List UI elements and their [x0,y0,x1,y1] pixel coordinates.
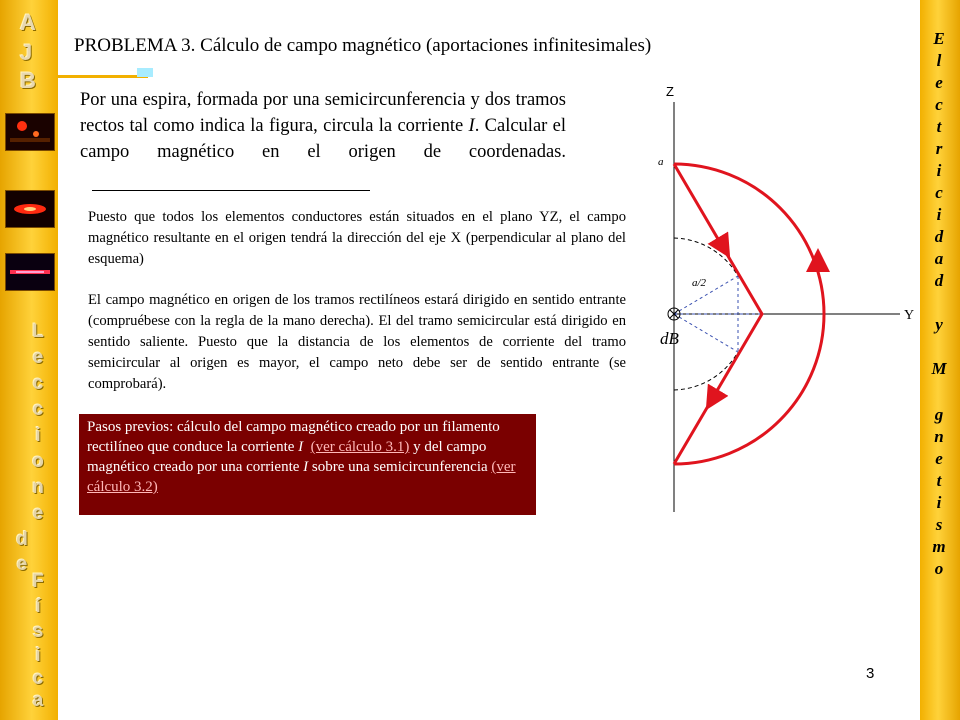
vertical-letter: l [936,51,942,70]
vertical-letter: i [936,493,942,512]
vertical-letter: i [936,161,942,180]
vertical-letter: n [934,427,944,446]
loop-figure [600,80,920,520]
vertical-letter: c [32,399,44,420]
vertical-letter: c [32,668,44,689]
vertical-letter: c [32,373,44,394]
logo-letter-j: J [20,40,33,65]
lab-photo-1 [5,113,55,151]
vertical-letter: g [934,405,944,424]
problem-statement [80,87,566,191]
vertical-letter: e [32,347,44,368]
page-title: PROBLEMA 3. Cálculo de campo magnético (aportaciones infinitesimales) [74,35,652,56]
a-label: a [658,156,664,168]
vertical-letter: e [16,554,28,575]
problem-text-2: . Calcular el campo magnético en el origen de coordenadas. [80,116,567,162]
vertical-letter: n [32,477,44,498]
current-symbol: I [468,116,475,136]
explanation-paragraph-1: Puesto que todos los elementos conductores están situados en el plano YZ, el campo magnético resultante en el origen tendrá la dirección del eje X (perpendicular al plano del esquema) [88,209,626,267]
y-axis-label: Y [904,308,915,323]
logo-letter-a: A [20,10,36,35]
vertical-letter: F [32,571,44,592]
vertical-letter: s [32,621,44,642]
page-number: 3 [866,665,875,682]
vertical-letter: e [935,73,943,92]
logo-letter-b: B [20,68,36,93]
previous-steps-box [79,414,536,515]
vertical-letter: t [936,471,942,490]
vertical-letter: a [934,249,944,268]
left-sidebar [0,0,58,720]
vertical-letter: e [935,449,943,468]
current-symbol: I [298,439,304,455]
vertical-letter: d [934,271,944,290]
prev-steps-text-3: sobre una semicircunferencia [308,459,492,475]
vertical-letter: i [35,645,41,666]
dashed-radius-lower [674,314,738,352]
vertical-letter: d [16,529,28,550]
problem-text: Por una espira, formada por una semicircunferencia y dos tramos rectos tal como indica la figura, circula la corriente [80,90,566,136]
half-a-label: a/2 [692,277,707,289]
vertical-letter: o [32,451,44,472]
vertical-letter: c [935,95,943,114]
vertical-letter: c [935,183,943,202]
vertical-letter: i [35,425,41,446]
vertical-letter: d [934,227,944,246]
link-calculo-3-1[interactable]: (ver cálculo 3.1) [310,439,410,455]
answer-underline [92,172,370,191]
vertical-letter: í [35,596,41,617]
vertical-letter: t [936,117,942,136]
vertical-letter: y [935,315,943,334]
vertical-letter: m [932,537,946,556]
vertical-letter: e [32,503,44,524]
prev-steps-text-1: Pasos previos: cálculo del campo magnético creado por un filamento rectilíneo que conduce la corriente [87,419,500,455]
vertical-letter: o [934,559,944,578]
current-symbol: I [303,459,309,475]
prev-steps-text-2: y del campo magnético creado por una corriente [87,439,487,475]
lab-photo-2 [5,190,55,228]
title-accent-line [58,75,148,78]
explanation-paragraph-2: El campo magnético en origen de los tramos rectilíneos estará dirigido en sentido entrante (compruébese con la regla de la mano derecha). El del tramo semicircular está dirigido en sentido saliente. Puesto que la distancia de los elementos de corriente del tramo semicircular al origen es mayor, el campo neto debe ser de sentido entrante (se comprobará). [88,292,626,392]
vertical-letter: L [32,321,44,342]
vertical-letter: a [32,690,44,711]
vertical-letter: i [936,205,942,224]
z-axis-label: Z [666,84,674,99]
vertical-letter: E [933,29,945,48]
vertical-letter: s [935,515,943,534]
link-calculo-3-2[interactable]: (ver cálculo 3.2) [87,459,516,495]
lab-photo-3 [5,253,55,291]
title-accent-block [137,68,153,77]
vertical-letter: r [935,139,943,158]
vertical-letter: M [931,359,947,378]
db-label: dB [660,329,679,348]
